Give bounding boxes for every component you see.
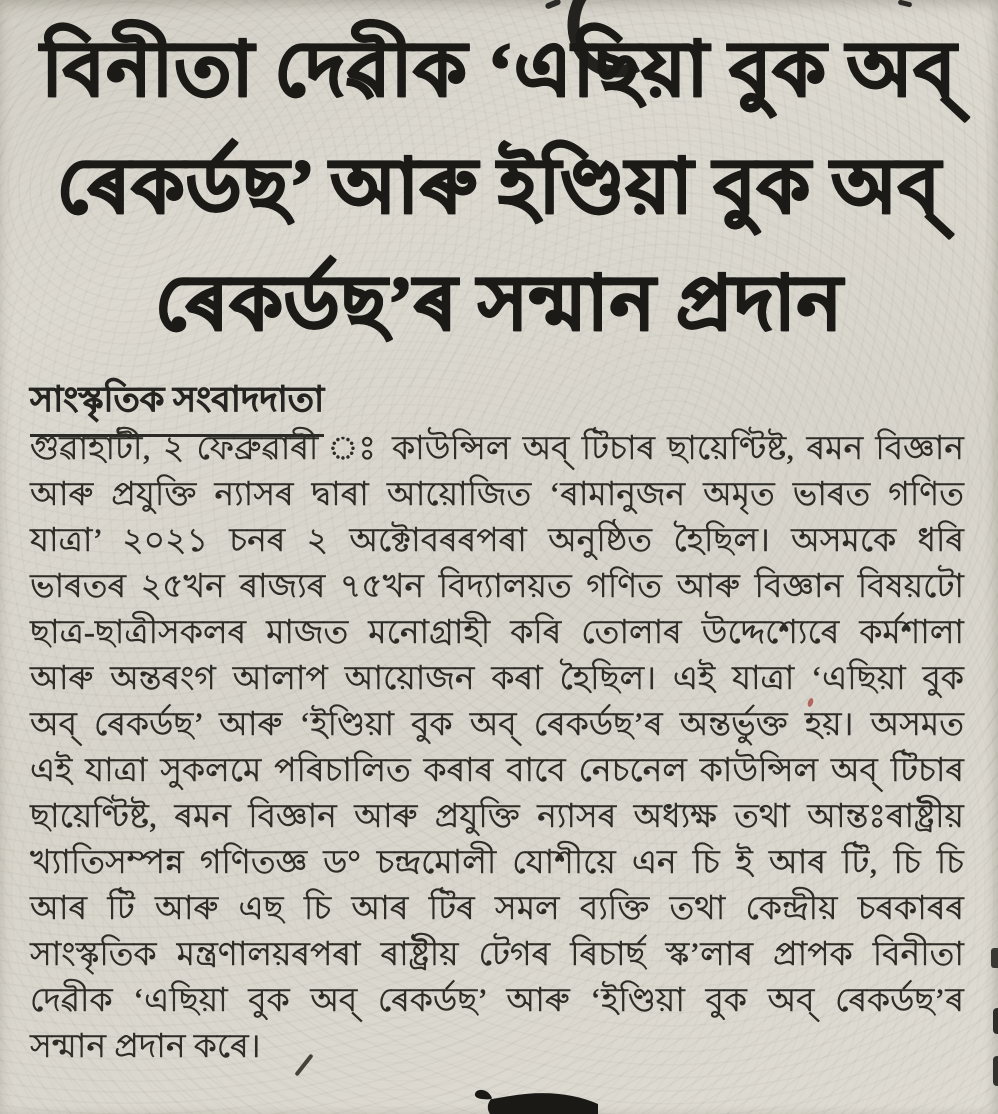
body-line-9: ছায়েণ্টিষ্ট, ৰমন বিজ্ঞান আৰু প্ৰযুক্তি ন্যাসৰ অধ্যক্ষ তথা আন্তঃৰাষ্ট্ৰীয়	[30, 799, 964, 835]
body-line-11: আৰ টি আৰু এছ চি আৰ টিৰ সমল ব্যক্তি তথা কেন্দ্ৰীয় চৰকাৰৰ	[30, 891, 964, 927]
body-line-6: আৰু অন্তৰংগ আলাপ আয়োজন কৰা হৈছিল। এই যাত্ৰা ‘এছিয়া বুক	[30, 661, 964, 697]
body-line-1: গুৱাহাটী, ২ ফেব্ৰুৱাৰী ঃ কাউন্সিল অব্ টিচাৰ ছায়েণ্টিষ্ট, ৰমন বিজ্ঞান	[30, 431, 964, 467]
body-line-5: ছাত্ৰ-ছাত্ৰীসকলৰ মাজত মনোগ্ৰাহী কৰি তোলাৰ উদ্দেশ্যেৰে কৰ্মশালা	[30, 615, 964, 651]
cropped-ink-mark-top-right	[898, 0, 913, 8]
right-edge-text-fragment	[993, 1056, 998, 1086]
article-headline	[0, 12, 998, 363]
headline-line-1: বিনীতা দেৱীক ‘এছিয়া বুক অব্	[41, 28, 957, 112]
body-line-7: অব্ ৰেকৰ্ডছ’ আৰু ‘ইণ্ডিয়া বুক অব্ ৰেকৰ্ডছ’ৰ অন্তৰ্ভুক্ত হয়। অসমত	[30, 707, 964, 743]
byline: সাংস্কৃতিক সংবাদদাতা	[30, 372, 324, 437]
headline-line-3: ৰেকৰ্ডছ’ৰ সন্মান প্ৰদান	[154, 262, 844, 346]
headline-line-2: ৰেকৰ্ডছ’ আৰু ইণ্ডিয়া বুক অব্	[56, 145, 942, 229]
body-line-12: সাংস্কৃতিক মন্ত্ৰণালয়ৰপৰা ৰাষ্ট্ৰীয় টেগৰ ৰিচাৰ্ছ স্ক’লাৰ প্ৰাপক বিনীতা	[30, 937, 964, 973]
body-line-2: আৰু প্ৰযুক্তি ন্যাসৰ দ্বাৰা আয়োজিত ‘ৰামানুজন অমৃত ভাৰত গণিত	[30, 477, 964, 513]
body-line-14: সন্মান প্ৰদান কৰে।	[30, 1029, 261, 1065]
cropped-letter-fragment-bottom	[470, 1086, 600, 1114]
cropped-ink-mark-top-left	[544, 0, 561, 10]
article-body	[30, 426, 964, 1070]
right-edge-text-fragment	[993, 1008, 998, 1034]
body-line-4: ভাৰতৰ ২৫খন ৰাজ্যৰ ৭৫খন বিদ্যালয়ত গণিত আৰু বিজ্ঞান বিষয়টো	[30, 569, 964, 605]
body-line-13: দেৱীক ‘এছিয়া বুক অব্ ৰেকৰ্ডছ’ আৰু ‘ইণ্ডিয়া বুক অব্ ৰেকৰ্ডছ’ৰ	[30, 983, 964, 1019]
body-line-10: খ্যাতিসম্পন্ন গণিতজ্ঞ ড° চন্দ্ৰমোলী যোশীয়ে এন চি ই আৰ টি, চি চি	[30, 845, 964, 881]
cropped-letter-shape	[470, 1086, 600, 1114]
body-line-3: যাত্ৰা’ ২০২১ চনৰ ২ অক্টোবৰৰপৰা অনুষ্ঠিত হৈছিল। অসমকে ধৰি	[30, 523, 964, 559]
body-line-8: এই যাত্ৰা সুকলমে পৰিচালিত কৰাৰ বাবে নেচনেল কাউন্সিল অব্ টিচাৰ	[30, 753, 964, 789]
right-edge-text-fragment	[991, 948, 998, 968]
